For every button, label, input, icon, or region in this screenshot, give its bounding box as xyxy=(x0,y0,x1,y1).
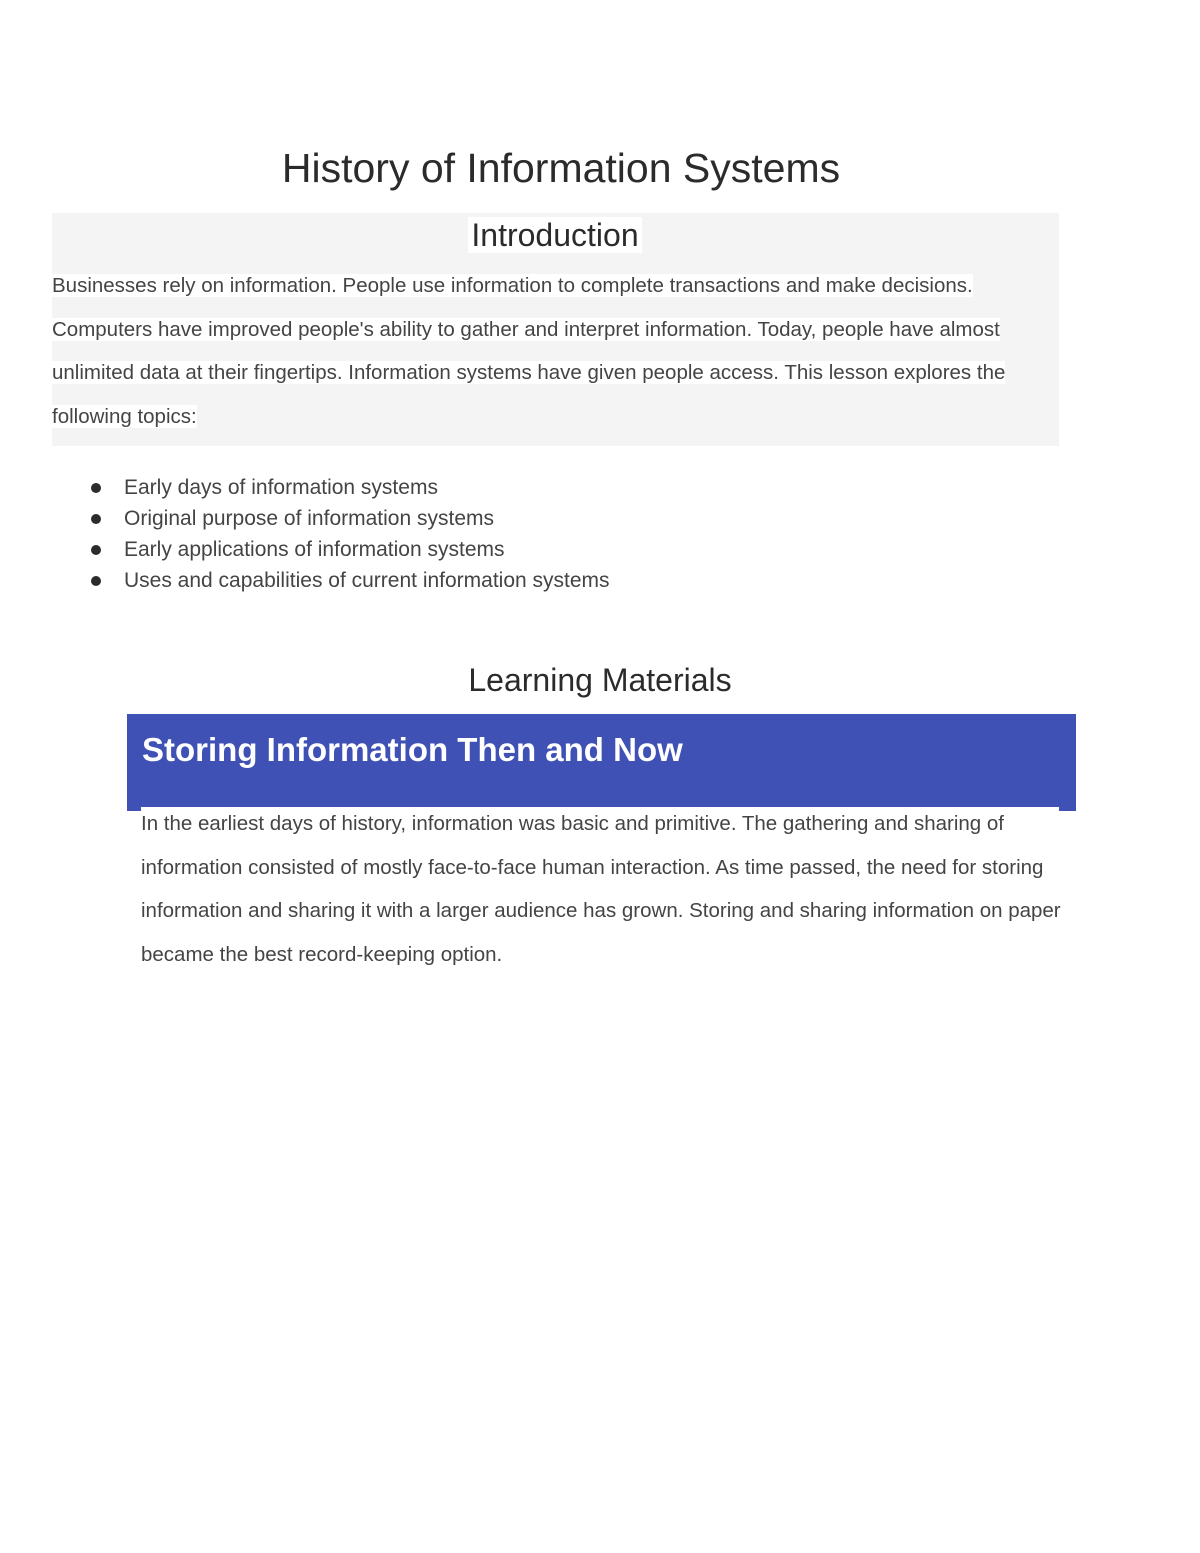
intro-heading-text: Introduction xyxy=(468,217,641,253)
section-title: Storing Information Then and Now xyxy=(142,731,683,768)
list-item xyxy=(88,503,610,534)
intro-heading xyxy=(0,214,1110,256)
learning-materials-heading: Learning Materials xyxy=(468,662,732,698)
list-item xyxy=(88,565,610,596)
bullet-icon xyxy=(91,483,101,493)
section-body: In the earliest days of history, information was basic and primitive. The gathering and sharing of information consisted of mostly face-to-face human interaction. As time passed, the need for storing information and sharing it with a larger audience has grown. Storing and sharing information on paper became the best record-keeping option. xyxy=(141,812,1061,966)
list-item xyxy=(88,534,610,565)
topic-label: Uses and capabilities of current information systems xyxy=(124,569,610,592)
page-title: History of Information Systems xyxy=(281,145,841,191)
list-item xyxy=(88,472,610,503)
topics-list xyxy=(88,472,610,596)
bullet-icon xyxy=(91,545,101,555)
bullet-icon xyxy=(91,514,101,524)
topic-label: Original purpose of information systems xyxy=(124,507,494,530)
topic-label: Early applications of information systems xyxy=(124,538,505,561)
bullet-icon xyxy=(91,576,101,586)
topic-label: Early days of information systems xyxy=(124,476,438,499)
intro-paragraph xyxy=(52,264,1062,438)
intro-paragraph-text: Businesses rely on information. People use information to complete transactions and make decisions. Computers have improved people's ability to gather and interpret information. Today, people have almost unlimited data at their fingertips. Information systems have given people access. This lesson explores the following topics: xyxy=(52,274,1006,428)
